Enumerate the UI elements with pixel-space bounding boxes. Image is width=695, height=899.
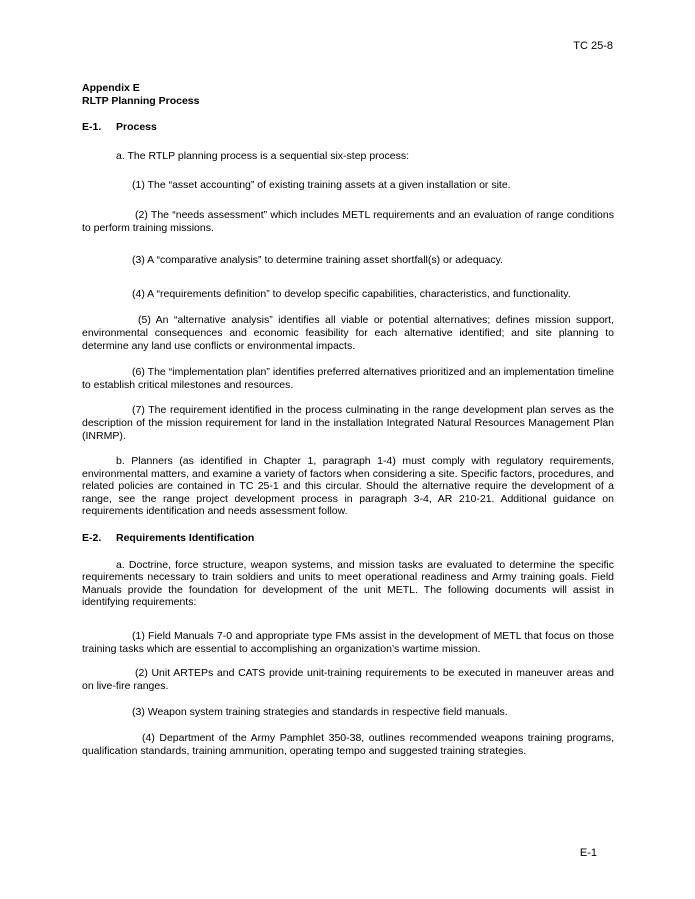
- section-heading-e1: [82, 121, 614, 134]
- section-number: E-1.: [82, 121, 102, 134]
- step-1: (1) The “asset accounting” of existing training assets at a given installation or site.: [132, 179, 511, 192]
- requirement-1: (1) Field Manuals 7-0 and appropriate type FMs assist in the development of METL that focus on those training tasks which are essential to accomplishing an organization’s wartime mission.: [82, 630, 614, 655]
- paragraph-a-requirements: a. Doctrine, force structure, weapon systems, and mission tasks are evaluated to determine the specific requirements necessary to train soldiers and units to meet operational readiness and Army training goals. Field Manuals provide the foundation for development of the unit METL. The following documents will assist in identifying requirements:: [82, 558, 614, 609]
- appendix-title: RLTP Planning Process: [82, 94, 200, 107]
- step-6: (6) The “implementation plan” identifies preferred alternatives prioritized and an implementation timeline to establish critical milestones and resources.: [82, 366, 614, 391]
- requirement-4: (4) Department of the Army Pamphlet 350-38, outlines recommended weapons training programs, qualification standards, training ammunition, operating tempo and suggested training strategies.: [82, 732, 614, 757]
- requirement-3: (3) Weapon system training strategies and standards in respective field manuals.: [132, 706, 508, 719]
- page-content: [82, 82, 614, 757]
- step-3: (3) A “comparative analysis” to determine training asset shortfall(s) or adequacy.: [132, 254, 503, 267]
- section-title: Process: [116, 121, 157, 134]
- step-7: (7) The requirement identified in the process culminating in the range development plan serves as the description of the mission requirement for land in the installation Integrated Natural Resources Management Plan (INRMP).: [82, 404, 614, 442]
- footer-page-number: E-1: [579, 847, 597, 859]
- section-number: E-2.: [82, 532, 102, 545]
- requirement-2: (2) Unit ARTEPs and CATS provide unit-training requirements to be executed in maneuver areas and on live-fire ranges.: [82, 667, 614, 692]
- paragraph-a-process: a. The RTLP planning process is a sequential six-step process:: [116, 149, 409, 162]
- step-5: (5) An “alternative analysis” identifies all viable or potential alternatives; defines mission support, environmental consequences and economic feasibility for each alternative identified; and site planning to determine any land use conflicts or environmental impacts.: [82, 314, 614, 352]
- appendix-label: Appendix E: [82, 82, 140, 94]
- step-4: (4) A “requirements definition” to develop specific capabilities, characteristics, and functionality.: [132, 287, 571, 300]
- section-title: Requirements Identification: [116, 532, 255, 545]
- step-2: (2) The “needs assessment” which includes METL requirements and an evaluation of range conditions to perform training missions.: [82, 208, 614, 234]
- paragraph-b-planners: b. Planners (as identified in Chapter 1, paragraph 1-4) must comply with regulatory requirements, environmental matters, and examine a variety of factors when considering a site. Specific factors, procedures, and related policies are contained in TC 25-1 and this circular. Should the alternative require the development of a range, see the range project development process in paragraph 3-4, AR 210-21. Additional guidance on requirements identification and needs assessment follow.: [82, 455, 614, 518]
- header-document-code: TC 25-8: [573, 40, 613, 52]
- section-heading-e2: [82, 532, 614, 545]
